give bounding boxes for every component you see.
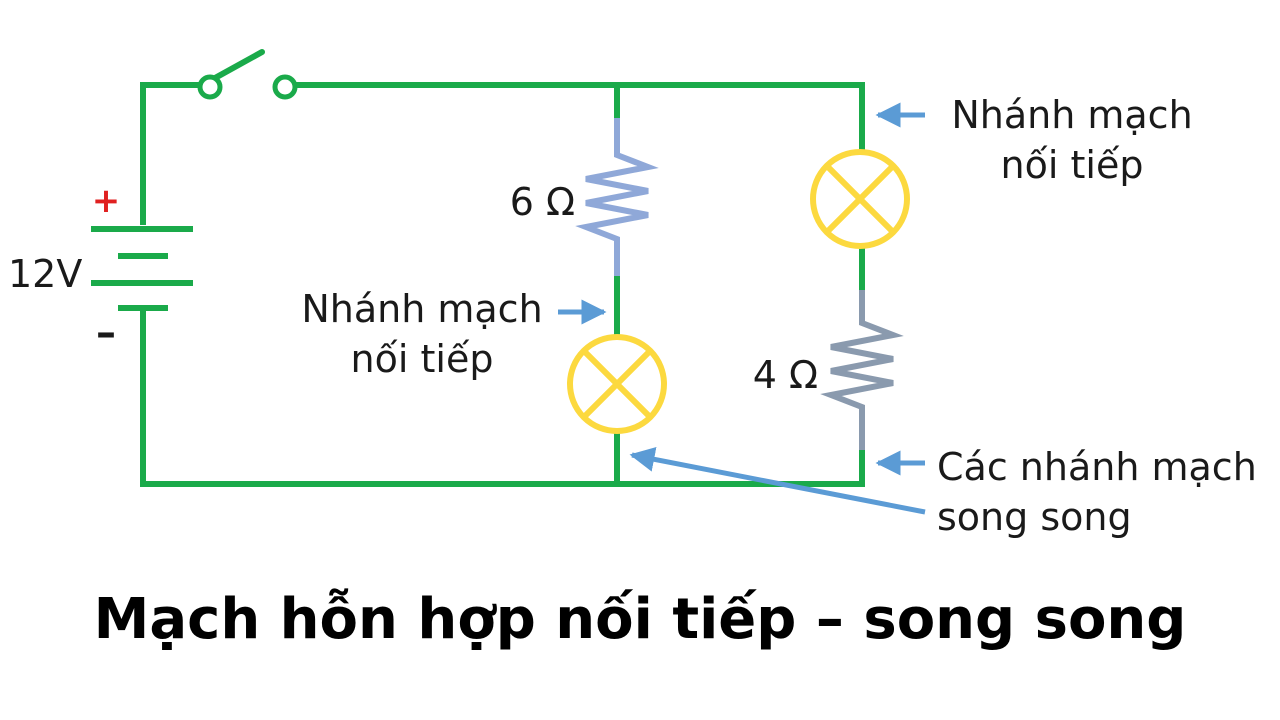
annotation-right-branch-line1: Nhánh mạch xyxy=(951,93,1193,137)
battery-minus: – xyxy=(96,310,116,356)
annotation-parallel-line2: song song xyxy=(937,495,1132,539)
resistor-4-label: 4 Ω xyxy=(752,353,818,397)
switch-icon xyxy=(200,52,295,97)
wire-top xyxy=(287,85,862,150)
page-title: Mạch hỗn hợp nối tiếp – song song xyxy=(93,587,1187,652)
lamp-icon xyxy=(813,152,907,246)
annotation-left-branch-line1: Nhánh mạch xyxy=(301,287,543,331)
wire-left-top xyxy=(143,85,207,222)
annotation-parallel-line1: Các nhánh mạch xyxy=(937,445,1257,489)
annotation-left-branch-line2: nối tiếp xyxy=(350,337,494,381)
resistor-icon xyxy=(831,290,893,450)
resistor-6-label: 6 Ω xyxy=(509,180,575,224)
battery-voltage-label: 12V xyxy=(8,252,83,296)
wires xyxy=(143,85,862,484)
annotation-right-branch-line2: nối tiếp xyxy=(1000,143,1144,187)
resistor-icon xyxy=(586,118,648,276)
battery-plus: + xyxy=(91,181,121,221)
battery-icon xyxy=(91,229,193,308)
lamp-icon xyxy=(570,337,664,431)
